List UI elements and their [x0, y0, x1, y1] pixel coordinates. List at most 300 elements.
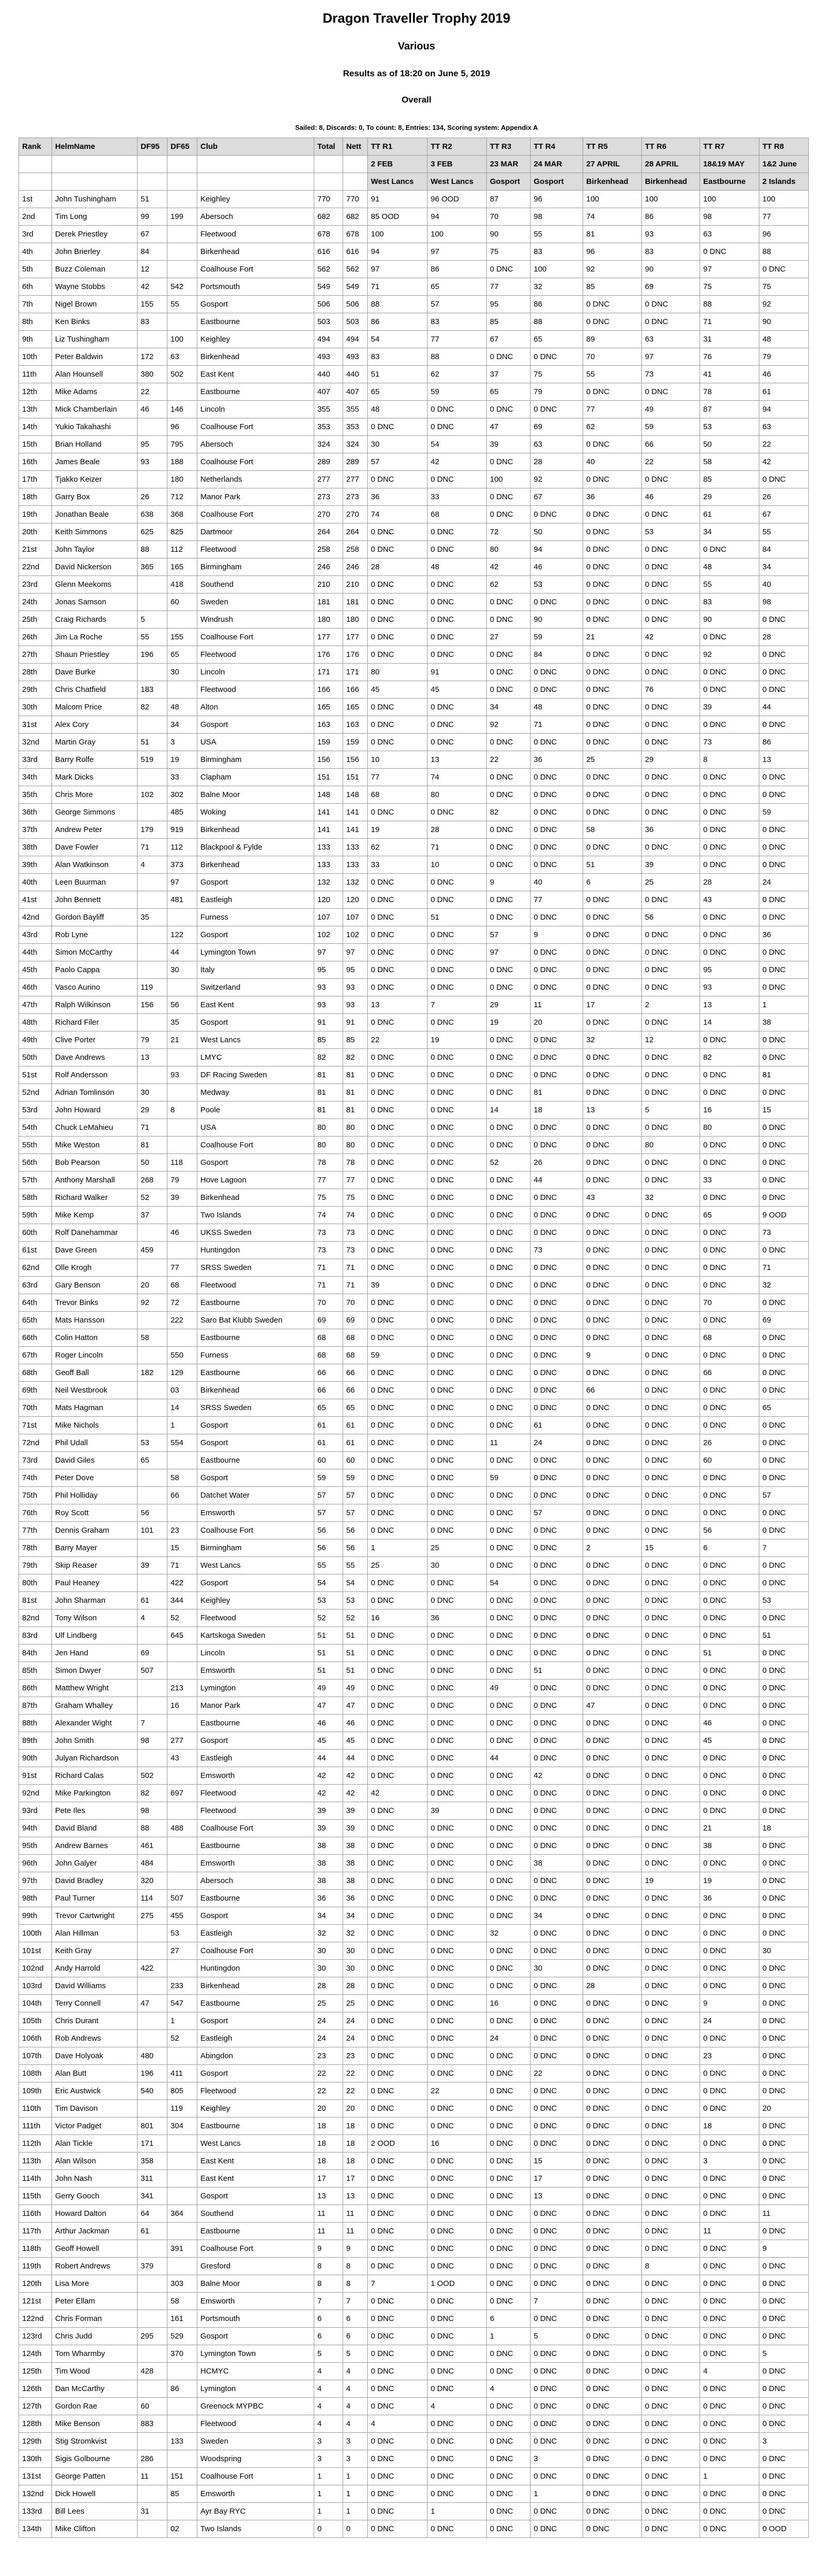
cell-tt-r4: 0 DNC — [531, 2345, 583, 2363]
cell-df95 — [138, 1347, 167, 1364]
cell-club: Switzerland — [197, 979, 314, 996]
cell-club: Eastbourne — [197, 1329, 314, 1347]
cell-tt-r7: 13 — [700, 996, 759, 1014]
cell-total: 97 — [314, 944, 343, 961]
cell-tt-r6: 63 — [642, 331, 700, 348]
cell-rank: 62nd — [19, 1259, 52, 1277]
cell-nett: 38 — [343, 1855, 368, 1872]
cell-df95 — [138, 891, 167, 909]
cell-tt-r3: 37 — [487, 366, 531, 383]
cell-df65 — [167, 2415, 197, 2433]
cell-df95: 4 — [138, 856, 167, 874]
cell-tt-r6: 49 — [642, 401, 700, 418]
cell-tt-r8: 0 OOD — [759, 2520, 809, 2538]
cell-rank: 114th — [19, 2170, 52, 2188]
cell-club: East Kent — [197, 996, 314, 1014]
cell-rank: 71st — [19, 1417, 52, 1434]
cell-club: Coalhouse Fort — [197, 506, 314, 523]
cell-df65: 502 — [167, 366, 197, 383]
cell-tt-r1: 0 DNC — [368, 1680, 428, 1697]
cell-df65: 96 — [167, 418, 197, 436]
cell-tt-r3: 70 — [487, 208, 531, 226]
cell-tt-r5: 0 DNC — [583, 2380, 642, 2398]
cell-rank: 131st — [19, 2468, 52, 2485]
table-row — [19, 2188, 809, 2205]
cell-tt-r4: 0 DNC — [531, 506, 583, 523]
cell-tt-r2: 0 DNC — [428, 1189, 487, 1207]
cell-club: East Kent — [197, 2170, 314, 2188]
cell-helm-name: Barry Rolfe — [52, 751, 138, 769]
cell-helm-name: Matthew Wright — [52, 1680, 138, 1697]
cell-helm-name: John Nash — [52, 2170, 138, 2188]
cell-df95 — [138, 1382, 167, 1399]
cell-tt-r5: 0 DNC — [583, 611, 642, 629]
cell-tt-r5: 0 DNC — [583, 1504, 642, 1522]
cell-tt-r8: 92 — [759, 296, 809, 313]
cell-tt-r1: 68 — [368, 786, 428, 804]
cell-club: Coalhouse Fort — [197, 1942, 314, 1960]
cell-total: 107 — [314, 909, 343, 926]
cell-club: Gosport — [197, 2188, 314, 2205]
cell-rank: 66th — [19, 1329, 52, 1347]
cell-tt-r6: 0 DNC — [642, 1907, 700, 1925]
cell-tt-r1: 42 — [368, 1785, 428, 1802]
cell-tt-r8: 0 DNC — [759, 2485, 809, 2503]
cell-tt-r7: 0 DNC — [700, 2398, 759, 2415]
cell-helm-name: Jonas Samson — [52, 594, 138, 611]
cell-df65: 112 — [167, 839, 197, 856]
cell-tt-r5: 0 DNC — [583, 2328, 642, 2345]
cell-tt-r7: 11 — [700, 2223, 759, 2240]
cell-tt-r7: 75 — [700, 278, 759, 296]
cell-tt-r8: 0 DNC — [759, 1785, 809, 1802]
cell-tt-r4: 84 — [531, 646, 583, 664]
cell-club: Alton — [197, 699, 314, 716]
cell-tt-r3: 0 DNC — [487, 2065, 531, 2082]
cell-nett: 34 — [343, 1907, 368, 1925]
cell-tt-r8: 44 — [759, 699, 809, 716]
cell-tt-r7: 92 — [700, 646, 759, 664]
table-row — [19, 331, 809, 348]
cell-tt-r4: 42 — [531, 1767, 583, 1785]
cell-club: Gosport — [197, 1907, 314, 1925]
cell-tt-r7: 0 DNC — [700, 1399, 759, 1417]
cell-club: Birkenhead — [197, 1189, 314, 1207]
cell-rank: 25th — [19, 611, 52, 629]
cell-nett: 11 — [343, 2223, 368, 2240]
cell-nett: 177 — [343, 629, 368, 646]
cell-tt-r7: 71 — [700, 313, 759, 331]
cell-rank: 74th — [19, 1469, 52, 1487]
cell-df95 — [138, 1574, 167, 1592]
cell-helm-name: Rolf Andersson — [52, 1066, 138, 1084]
cell-nett: 68 — [343, 1329, 368, 1347]
cell-rank: 87th — [19, 1697, 52, 1715]
cell-tt-r1: 0 DNC — [368, 2398, 428, 2415]
cell-df95 — [138, 1014, 167, 1031]
cell-tt-r1: 94 — [368, 243, 428, 261]
cell-tt-r5: 0 DNC — [583, 646, 642, 664]
cell-tt-r6: 56 — [642, 909, 700, 926]
cell-helm-name: Mike Kemp — [52, 1207, 138, 1224]
cell-df65 — [167, 1960, 197, 1977]
table-row — [19, 1242, 809, 1259]
cell-rank: 59th — [19, 1207, 52, 1224]
cell-df95 — [138, 2485, 167, 2503]
cell-rank: 124th — [19, 2345, 52, 2363]
cell-tt-r8: 0 DNC — [759, 2415, 809, 2433]
cell-helm-name: Richard Calas — [52, 1767, 138, 1785]
cell-tt-r5: 0 DNC — [583, 1680, 642, 1697]
cell-tt-r4: 0 DNC — [531, 1312, 583, 1329]
cell-tt-r8: 0 DNC — [759, 2328, 809, 2345]
cell-tt-r3: 44 — [487, 1750, 531, 1767]
cell-tt-r8: 0 DNC — [759, 1645, 809, 1662]
cell-tt-r2: 96 OOD — [428, 191, 487, 208]
cell-tt-r3: 0 DNC — [487, 1890, 531, 1907]
cell-helm-name: Alexander Wight — [52, 1715, 138, 1732]
cell-tt-r6: 0 DNC — [642, 2328, 700, 2345]
cell-helm-name: Simon McCarthy — [52, 944, 138, 961]
column-header-tt-r6: TT R6 — [642, 138, 700, 156]
cell-df65: 43 — [167, 1750, 197, 1767]
cell-tt-r2: 0 DNC — [428, 2065, 487, 2082]
cell-tt-r3: 0 DNC — [487, 1645, 531, 1662]
cell-df95: 42 — [138, 278, 167, 296]
cell-rank: 10th — [19, 348, 52, 366]
cell-tt-r3: 0 DNC — [487, 646, 531, 664]
cell-df65 — [167, 1837, 197, 1855]
cell-tt-r5: 0 DNC — [583, 1277, 642, 1294]
cell-tt-r1: 13 — [368, 996, 428, 1014]
cell-df65 — [167, 1872, 197, 1890]
cell-total: 156 — [314, 751, 343, 769]
cell-tt-r3: 24 — [487, 2030, 531, 2047]
cell-total: 11 — [314, 2205, 343, 2223]
cell-tt-r5: 0 DNC — [583, 1119, 642, 1137]
cell-tt-r4: 0 DNC — [531, 2223, 583, 2240]
cell-tt-r6: 76 — [642, 681, 700, 699]
cell-helm-name: Paolo Cappa — [52, 961, 138, 979]
cell-tt-r3: 0 DNC — [487, 2275, 531, 2293]
cell-club: Netherlands — [197, 471, 314, 488]
cell-total: 56 — [314, 1539, 343, 1557]
cell-tt-r6: 0 DNC — [642, 2030, 700, 2047]
cell-tt-r1: 0 DNC — [368, 646, 428, 664]
cell-tt-r3: 0 DNC — [487, 1662, 531, 1680]
cell-tt-r4: 79 — [531, 383, 583, 401]
cell-nett: 3 — [343, 2450, 368, 2468]
cell-total: 562 — [314, 261, 343, 278]
cell-tt-r1: 54 — [368, 331, 428, 348]
cell-df95 — [138, 664, 167, 681]
cell-tt-r1: 0 DNC — [368, 1137, 428, 1154]
cell-rank: 31st — [19, 716, 52, 734]
cell-df65 — [167, 383, 197, 401]
cell-df95: 55 — [138, 629, 167, 646]
cell-tt-r3: 0 DNC — [487, 2363, 531, 2380]
cell-tt-r5: 51 — [583, 856, 642, 874]
race-date-r2: 3 FEB — [428, 156, 487, 173]
cell-rank: 3rd — [19, 226, 52, 243]
cell-total: 494 — [314, 331, 343, 348]
cell-helm-name: Rob Andrews — [52, 2030, 138, 2047]
cell-club: Eastleigh — [197, 1925, 314, 1942]
cell-tt-r7: 0 DNC — [700, 1925, 759, 1942]
cell-tt-r3: 0 DNC — [487, 1066, 531, 1084]
cell-tt-r1: 0 DNC — [368, 909, 428, 926]
cell-tt-r2: 0 DNC — [428, 523, 487, 541]
cell-tt-r1: 0 DNC — [368, 1522, 428, 1539]
cell-tt-r5: 0 DNC — [583, 1259, 642, 1277]
cell-helm-name: Jim La Roche — [52, 629, 138, 646]
cell-nett: 102 — [343, 926, 368, 944]
cell-tt-r3: 0 DNC — [487, 2100, 531, 2117]
cell-tt-r4: 69 — [531, 418, 583, 436]
cell-tt-r6: 0 DNC — [642, 1347, 700, 1364]
cell-df65: 63 — [167, 348, 197, 366]
cell-nett: 616 — [343, 243, 368, 261]
cell-tt-r2: 0 DNC — [428, 1837, 487, 1855]
cell-tt-r3: 0 DNC — [487, 1977, 531, 1995]
cell-tt-r7: 18 — [700, 2117, 759, 2135]
cell-club: Lymington — [197, 2380, 314, 2398]
cell-tt-r6: 0 DNC — [642, 1504, 700, 1522]
cell-total: 7 — [314, 2293, 343, 2310]
cell-club: USA — [197, 1119, 314, 1137]
cell-tt-r8: 0 DNC — [759, 1364, 809, 1382]
cell-nett: 71 — [343, 1277, 368, 1294]
cell-tt-r4: 0 DNC — [531, 1820, 583, 1837]
cell-tt-r6: 0 DNC — [642, 1960, 700, 1977]
cell-df65: 391 — [167, 2240, 197, 2258]
cell-tt-r7: 6 — [700, 1539, 759, 1557]
cell-tt-r6: 0 DNC — [642, 611, 700, 629]
cell-tt-r6: 0 DNC — [642, 2503, 700, 2520]
cell-tt-r5: 0 DNC — [583, 1890, 642, 1907]
cell-nett: 81 — [343, 1084, 368, 1101]
cell-rank: 52nd — [19, 1084, 52, 1101]
cell-tt-r4: 17 — [531, 2170, 583, 2188]
cell-tt-r2: 86 — [428, 261, 487, 278]
cell-tt-r1: 0 DNC — [368, 2205, 428, 2223]
cell-df95: 60 — [138, 2398, 167, 2415]
table-row — [19, 2485, 809, 2503]
cell-club: Coalhouse Fort — [197, 2240, 314, 2258]
cell-df65: 68 — [167, 1277, 197, 1294]
cell-helm-name: Wayne Stobbs — [52, 278, 138, 296]
cell-tt-r4: 0 DNC — [531, 1119, 583, 1137]
cell-tt-r6: 0 DNC — [642, 979, 700, 996]
cell-rank: 97th — [19, 1872, 52, 1890]
cell-df65: 46 — [167, 1224, 197, 1242]
cell-total: 75 — [314, 1189, 343, 1207]
cell-tt-r1: 0 DNC — [368, 1977, 428, 1995]
cell-tt-r4: 0 DNC — [531, 1785, 583, 1802]
cell-tt-r2: 1 — [428, 2503, 487, 2520]
cell-tt-r3: 85 — [487, 313, 531, 331]
cell-total: 60 — [314, 1452, 343, 1469]
race-date-r6: 28 APRIL — [642, 156, 700, 173]
cell-tt-r8: 0 DNC — [759, 839, 809, 856]
cell-helm-name: Skip Reaser — [52, 1557, 138, 1574]
cell-df65: 77 — [167, 1259, 197, 1277]
cell-tt-r4: 0 DNC — [531, 1995, 583, 2012]
cell-df95: 39 — [138, 1557, 167, 1574]
cell-helm-name: Neil Westbrook — [52, 1382, 138, 1399]
cell-tt-r1: 0 DNC — [368, 1014, 428, 1031]
cell-tt-r6: 0 DNC — [642, 1259, 700, 1277]
cell-tt-r5: 0 DNC — [583, 1137, 642, 1154]
cell-tt-r5: 70 — [583, 348, 642, 366]
cell-df95 — [138, 2380, 167, 2398]
cell-df65: 44 — [167, 944, 197, 961]
cell-tt-r8: 0 DNC — [759, 769, 809, 786]
cell-tt-r5: 0 DNC — [583, 2485, 642, 2503]
cell-helm-name: Graham Whalley — [52, 1697, 138, 1715]
cell-tt-r8: 63 — [759, 418, 809, 436]
cell-club: Emsworth — [197, 1855, 314, 1872]
cell-tt-r8: 5 — [759, 2345, 809, 2363]
cell-tt-r4: 71 — [531, 716, 583, 734]
cell-nett: 95 — [343, 961, 368, 979]
cell-tt-r1: 0 DNC — [368, 1172, 428, 1189]
cell-tt-r1: 0 DNC — [368, 1645, 428, 1662]
cell-tt-r4: 0 DNC — [531, 348, 583, 366]
cell-helm-name: Dick Howell — [52, 2485, 138, 2503]
cell-nett: 11 — [343, 2205, 368, 2223]
table-row — [19, 418, 809, 436]
cell-tt-r8: 0 DNC — [759, 1417, 809, 1434]
cell-tt-r6: 0 DNC — [642, 296, 700, 313]
cell-tt-r1: 0 DNC — [368, 1750, 428, 1767]
cell-tt-r4: 0 DNC — [531, 1890, 583, 1907]
cell-df65: 71 — [167, 1557, 197, 1574]
cell-tt-r2: 0 DNC — [428, 1574, 487, 1592]
table-row — [19, 2117, 809, 2135]
table-row — [19, 734, 809, 751]
cell-nett: 8 — [343, 2258, 368, 2275]
cell-df65: 30 — [167, 961, 197, 979]
cell-rank: 50th — [19, 1049, 52, 1066]
cell-total: 270 — [314, 506, 343, 523]
cell-tt-r8: 0 DNC — [759, 681, 809, 699]
cell-df65: 302 — [167, 786, 197, 804]
cell-tt-r4: 0 DNC — [531, 909, 583, 926]
cell-tt-r5: 0 DNC — [583, 2275, 642, 2293]
cell-tt-r1: 2 OOD — [368, 2135, 428, 2153]
cell-df65: 180 — [167, 471, 197, 488]
table-row — [19, 856, 809, 874]
cell-tt-r8: 53 — [759, 1592, 809, 1609]
cell-tt-r6: 0 DNC — [642, 1942, 700, 1960]
cell-club: Huntingdon — [197, 1242, 314, 1259]
cell-tt-r6: 0 DNC — [642, 2275, 700, 2293]
cell-tt-r8: 75 — [759, 278, 809, 296]
cell-club: SRSS Sweden — [197, 1399, 314, 1417]
cell-tt-r2: 0 DNC — [428, 1855, 487, 1872]
cell-club: Southend — [197, 576, 314, 594]
cell-total: 549 — [314, 278, 343, 296]
cell-tt-r1: 0 DNC — [368, 1452, 428, 1469]
cell-df65: 52 — [167, 2030, 197, 2047]
cell-total: 493 — [314, 348, 343, 366]
cell-tt-r7: 0 DNC — [700, 2258, 759, 2275]
cell-tt-r5: 32 — [583, 1031, 642, 1049]
cell-tt-r1: 0 DNC — [368, 716, 428, 734]
cell-club: Fleetwood — [197, 2082, 314, 2100]
cell-tt-r5: 0 DNC — [583, 1942, 642, 1960]
cell-tt-r2: 0 DNC — [428, 1820, 487, 1837]
cell-tt-r2: 0 DNC — [428, 1101, 487, 1119]
cell-total: 51 — [314, 1662, 343, 1680]
cell-tt-r8: 0 DNC — [759, 1715, 809, 1732]
cell-df95: 93 — [138, 453, 167, 471]
cell-tt-r4: 0 DNC — [531, 1645, 583, 1662]
cell-tt-r5: 0 DNC — [583, 1312, 642, 1329]
cell-club: Eastbourne — [197, 1364, 314, 1382]
table-row — [19, 1417, 809, 1434]
cell-tt-r8: 0 DNC — [759, 1382, 809, 1399]
cell-df95: 46 — [138, 401, 167, 418]
cell-total: 1 — [314, 2468, 343, 2485]
cell-tt-r1: 19 — [368, 821, 428, 839]
cell-tt-r5: 0 DNC — [583, 1399, 642, 1417]
cell-df65: 30 — [167, 664, 197, 681]
cell-tt-r5: 0 DNC — [583, 471, 642, 488]
cell-tt-r5: 0 DNC — [583, 716, 642, 734]
cell-nett: 7 — [343, 2293, 368, 2310]
cell-tt-r1: 0 DNC — [368, 1329, 428, 1347]
cell-tt-r5: 55 — [583, 366, 642, 383]
cell-tt-r3: 0 DNC — [487, 2468, 531, 2485]
cell-df95: 196 — [138, 2065, 167, 2082]
cell-tt-r3: 0 DNC — [487, 1942, 531, 1960]
cell-tt-r4: 0 DNC — [531, 1942, 583, 1960]
cell-nett: 4 — [343, 2363, 368, 2380]
cell-tt-r7: 0 DNC — [700, 541, 759, 558]
table-row — [19, 909, 809, 926]
cell-tt-r1: 65 — [368, 383, 428, 401]
cell-rank: 45th — [19, 961, 52, 979]
cell-tt-r2: 0 DNC — [428, 1207, 487, 1224]
cell-tt-r2: 45 — [428, 681, 487, 699]
cell-nett: 5 — [343, 2345, 368, 2363]
cell-tt-r4: 0 DNC — [531, 1750, 583, 1767]
cell-total: 770 — [314, 191, 343, 208]
cell-df65: 155 — [167, 629, 197, 646]
table-row — [19, 1837, 809, 1855]
cell-tt-r2: 0 DNC — [428, 1049, 487, 1066]
table-row — [19, 1066, 809, 1084]
cell-club: Coalhouse Fort — [197, 453, 314, 471]
cell-rank: 132nd — [19, 2485, 52, 2503]
cell-df95: 51 — [138, 191, 167, 208]
cell-rank: 37th — [19, 821, 52, 839]
cell-rank: 98th — [19, 1890, 52, 1907]
cell-df95 — [138, 1066, 167, 1084]
cell-tt-r4: 32 — [531, 278, 583, 296]
table-row — [19, 1732, 809, 1750]
cell-tt-r3: 1 — [487, 2328, 531, 2345]
cell-df65 — [167, 1662, 197, 1680]
cell-nett: 9 — [343, 2240, 368, 2258]
cell-club: Birmingham — [197, 558, 314, 576]
cell-df65 — [167, 2398, 197, 2415]
cell-tt-r3: 16 — [487, 1995, 531, 2012]
cell-tt-r6: 2 — [642, 996, 700, 1014]
cell-df65: 422 — [167, 1574, 197, 1592]
